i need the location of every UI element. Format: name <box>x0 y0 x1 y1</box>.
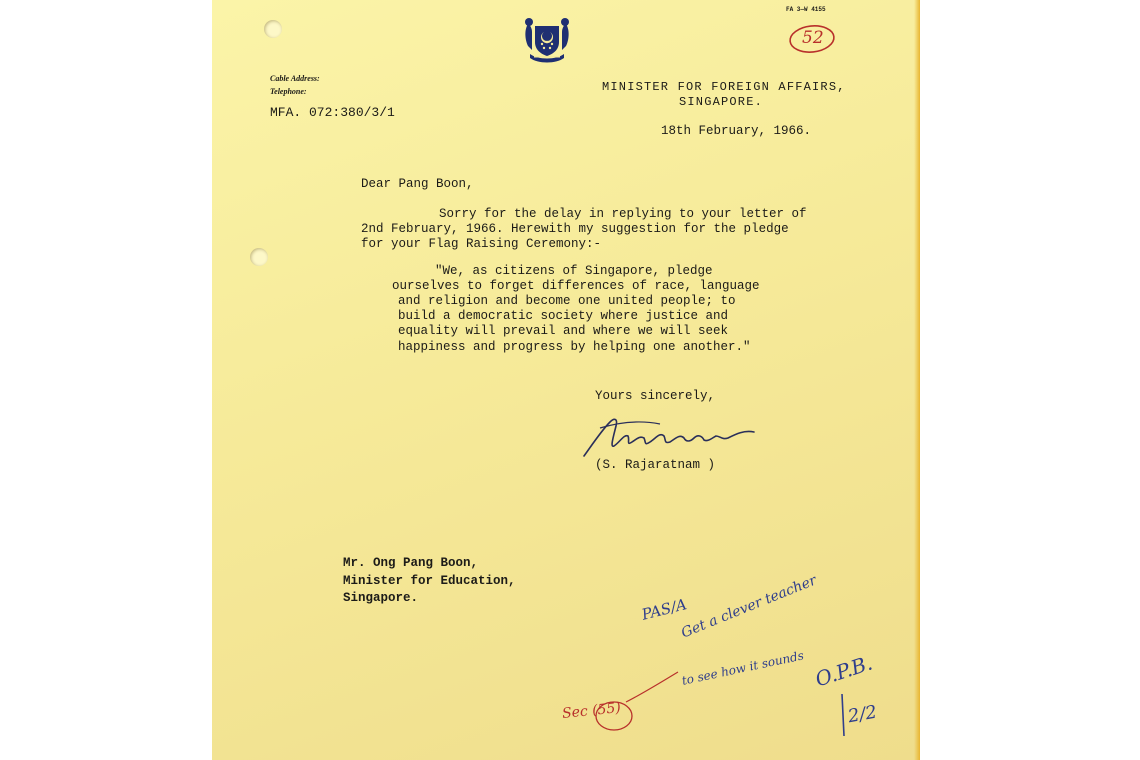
letter-page <box>212 0 920 760</box>
page-edge-shadow <box>914 0 920 760</box>
pledge-line: "We, as citizens of Singapore, pledge <box>435 264 713 278</box>
pledge-line: equality will prevail and where we will seek <box>398 324 729 338</box>
handwritten-note-line: to see how it sounds <box>680 648 805 688</box>
punch-hole-bottom <box>250 248 268 266</box>
salutation: Dear Pang Boon, <box>361 177 474 191</box>
punch-hole-top <box>264 20 282 38</box>
pledge-line: build a democratic society where justice and <box>398 309 729 323</box>
handwritten-note-line: Get a clever teacher <box>679 572 819 642</box>
recipient-line: Singapore. <box>343 591 419 605</box>
letterhead-line-1: MINISTER FOR FOREIGN AFFAIRS, <box>602 80 846 94</box>
handwritten-date: 2/2 <box>846 701 879 728</box>
singapore-coat-of-arms-icon <box>518 10 576 68</box>
recipient-line: Mr. Ong Pang Boon, <box>343 556 479 570</box>
body-line: for your Flag Raising Ceremony:- <box>361 237 602 251</box>
pledge-line: and religion and become one united people; to <box>398 294 736 308</box>
letter-date: 18th February, 1966. <box>661 124 812 138</box>
recipient-line: Minister for Education, <box>343 574 516 588</box>
body-line: Sorry for the delay in replying to your letter of <box>439 207 807 221</box>
handwritten-initials: O.P.B. <box>812 650 876 692</box>
file-reference: FA 3—W 4155 <box>786 6 826 13</box>
pledge-line: ourselves to forget differences of race, language <box>392 279 760 293</box>
handwritten-signature-icon <box>580 412 780 464</box>
telephone-label: Telephone: <box>270 87 307 96</box>
letterhead-line-2: SINGAPORE. <box>679 95 764 109</box>
closing: Yours sincerely, <box>595 389 716 403</box>
pledge-line: happiness and progress by helping one another." <box>398 340 751 354</box>
reference-number: MFA. 072:380/3/1 <box>270 105 395 120</box>
handwritten-red-note: Sec (55) <box>561 699 622 723</box>
handwritten-note-line: PAS/A <box>639 595 689 624</box>
signatory-name: (S. Rajaratnam ) <box>595 458 716 472</box>
cable-address-label: Cable Address: <box>270 74 320 83</box>
handwritten-stroke-mark <box>812 690 872 740</box>
body-line: 2nd February, 1966. Herewith my suggestion for the pledge <box>361 222 789 236</box>
red-pen-stroke <box>622 666 682 706</box>
folio-number: 52 <box>802 28 824 48</box>
